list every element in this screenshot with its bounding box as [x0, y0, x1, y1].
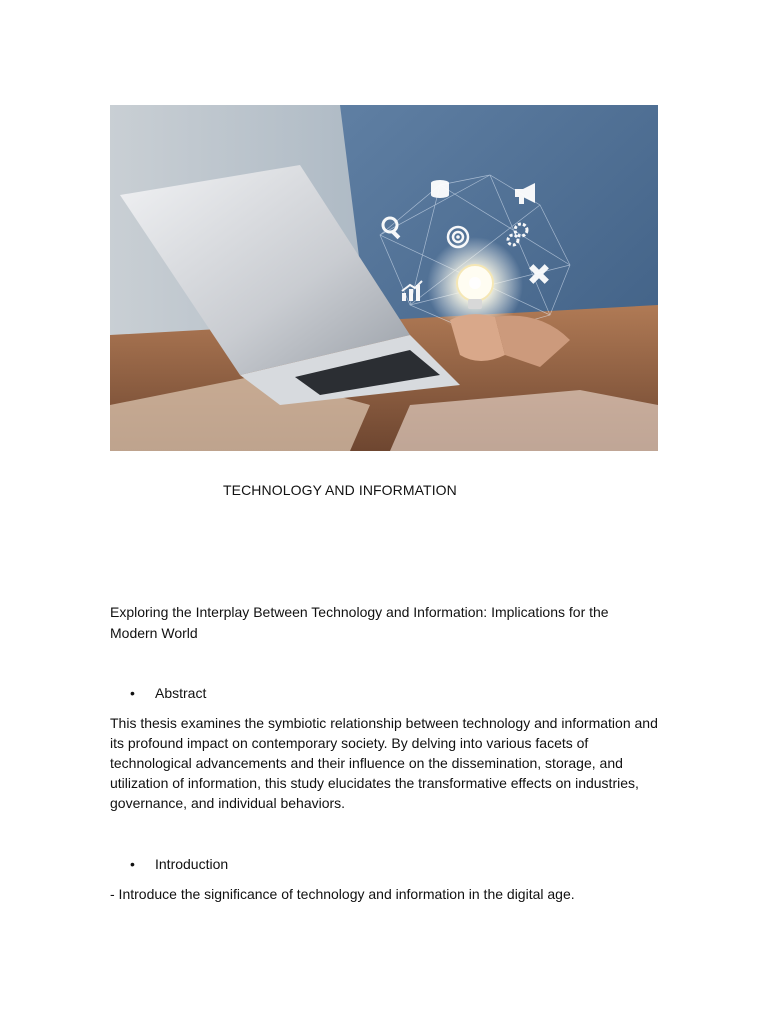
section-heading-introduction	[130, 856, 228, 872]
coins-icon	[431, 180, 449, 198]
document-subtitle: Exploring the Interplay Between Technology and Information: Implications for the Modern World	[110, 604, 609, 641]
section-heading-abstract	[130, 685, 206, 701]
document-title: TECHNOLOGY AND INFORMATION	[223, 482, 457, 498]
bullet-marker: •	[130, 856, 135, 872]
bullet-marker: •	[130, 685, 135, 701]
section-heading-label: Abstract	[155, 685, 207, 701]
introduction-paragraph: - Introduce the significance of technology and information in the digital age.	[110, 886, 575, 902]
lightbulb-icon	[469, 277, 481, 289]
hero-image	[110, 105, 658, 451]
section-heading-label: Introduction	[155, 856, 229, 872]
abstract-paragraph: This thesis examines the symbiotic relationship between technology and information and its profound impact on contemporary society. By delving into various facets of technological advancements and their influence on the dissemination, storage, and utilization of information, this study elucidates the transformative effects on industries, governance, and individual behaviors.	[110, 715, 658, 811]
